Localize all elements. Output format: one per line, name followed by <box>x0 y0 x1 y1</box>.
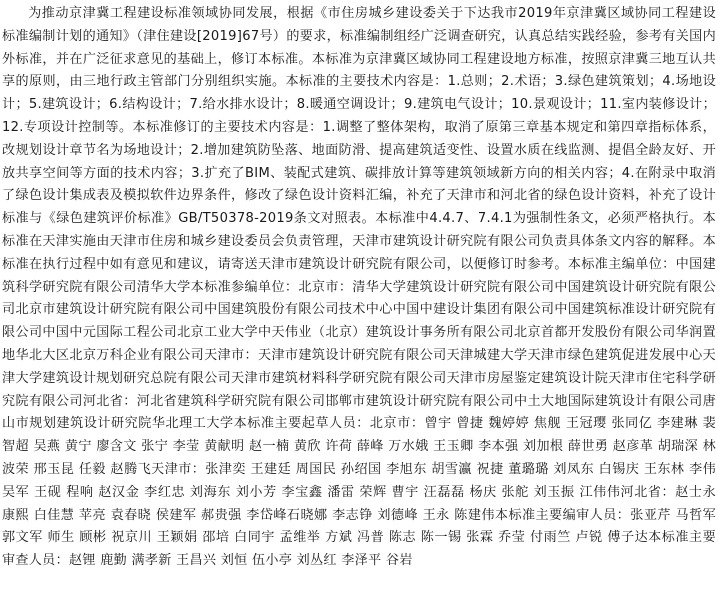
standard-preface-paragraph: 为推动京津冀工程建设标准领域协同发展，根据《市住房城乡建设委关于下达我市2019年京津冀区域协同工程建设标准编制计划的通知》（津住建设[2019]67号）的要求，标准编制组经广泛调查研究，认真总结实践经验，参考有关国内外标准，并在广泛征求意见的基础上，修订本标准。本标准为京津冀区域协同工程建设地方标准，按照京津冀三地互认共享的原则，由三地行政主管部门分别组织实施。本标准的主要技术内容是：1.总则；2.术语；3.绿色建筑策划；4.场地设计；5.建筑设计；6.结构设计；7.给水排水设计；8.暖通空调设计；9.建筑电气设计；10.景观设计；11.室内装修设计；12.专项设计控制等。本标准修订的主要技术内容是：1.调整了整体架构，取消了原第三章基本规定和第四章指标体系，改规划设计章节名为场地设计；2.增加建筑防坠落、地面防滑、提高建筑适变性、设置水质在线监测、提倡全龄友好、开放共享空间等方面的技术内容；3.扩充了BIM、装配式建筑、碳排放计算等建筑领域新方向的相关内容；4.在附录中取消了绿色设计集成表及模拟软件边界条件，修改了绿色设计资料汇编，补充了天津市和河北省的绿色设计资料，补充了设计标准与《绿色建筑评价标准》GB/T50378-2019条文对照表。本标准中4.4.7、7.4.1为强制性条文，必须严格执行。本标准在天津实施由天津市住房和城乡建设委员会负责管理，天津市建筑设计研究院有限公司负责具体条文内容的解释。本标准在执行过程中如有意见和建议，请寄送天津市建筑设计研究院有限公司，以便修订时参考。本标准主编单位：中国建筑科学研究院有限公司清华大学本标准参编单位：北京市：清华大学建筑设计研究院有限公司中国建筑设计研究院有限公司北京市建筑设计研究院有限公司中国建筑股份有限公司技术中心中国中建设计集团有限公司中国建筑标准设计研究院有限公司中国中元国际工程公司北京工业大学中天伟业（北京）建筑设计事务所有限公司北京首都开发股份有限公司华润置地华北大区北京万科企业有限公司天津市：天津市建筑设计研究院有限公司天津城建大学天津市绿色建筑促进发展中心天津大学建筑设计规划研究总院有限公司天津市建筑材料科学研究院有限公司天津市房屋鉴定建筑设计院天津市住宅科学研究院有限公司河北省：河北省建筑科学研究院有限公司邯郸市建筑设计研究院有限公司中土大地国际建筑设计有限公司唐山市规划建筑设计研究院华北理工大学本标准主要起草人员：北京市：曾宇 曾捷 魏婷婷 焦舰 王冠璎 张同亿 李建琳 裴智超 吴燕 黄宁 廖含文 张宁 李莹 黄献明 赵一楠 黄欣 许荷 薛峰 万水娥 王玉卿 李本强 刘加根 薛世勇 赵彦革 胡瑞深 林波荣 邢玉昆 任毅 赵腾飞天津市：张津奕 王建廷 周国民 孙绍国 李旭东 胡雪瀛 祝捷 董璐璐 刘凤东 白锡庆 王东林 李伟 吴军 王砚 程响 赵汉金 李红忠 刘海东 刘小芳 李宝鑫 潘雷 荣辉 曹宇 汪磊磊 杨庆 张舵 刘玉振 江伟伟河北省：赵士永 康熙 白佳慧 苹亮 袁春晓 侯建军 郝贵强 李岱峰石晓娜 李志铮 刘德峰 王永 陈建伟本标准主要编审人员：张亚芹 马哲军 郭文军 师生 顾彬 祝京川 王颖娟 邵培 白同宇 孟维举 方斌 冯普 陈志 陈一锡 张霖 乔莹 付雨竺 卢锐 傅子达本标准主要审查人员：赵锂 鹿勤 满孝新 王昌兴 刘恒 伍小亭 刘丛红 李泽平 谷岩 <box>2 6 716 569</box>
